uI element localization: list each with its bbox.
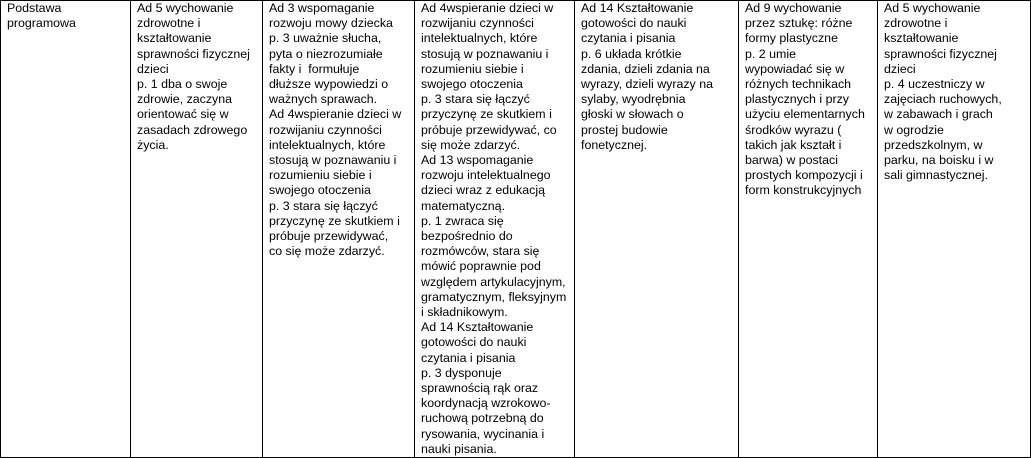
cell-line: intelektualnych, które xyxy=(269,137,386,152)
cell-line: Podstawa xyxy=(7,1,62,15)
cell-line: rysowania, wycinania i xyxy=(421,426,545,441)
cell-line: zdrowotne i xyxy=(884,16,948,31)
cell-line: prostych kompozycji i xyxy=(745,168,863,183)
cell-line: rozwoju mowy dziecka xyxy=(269,16,393,31)
cell-line: parku, na boisku i w xyxy=(884,153,994,168)
cell-line: sprawnością rąk oraz xyxy=(421,381,539,396)
cell-line: rozwoju intelektualnego xyxy=(421,168,551,183)
cell-line: wyrazy, dzieli wyrazy na xyxy=(581,77,713,92)
cell-line: p. 3 dysponuje xyxy=(421,365,502,380)
cell-line: i składnikowym. xyxy=(421,305,508,320)
cell-line: intelektualnych, które xyxy=(421,31,538,46)
cell-line: Ad 5 wychowanie xyxy=(137,1,234,15)
cell-line: rozumieniu siebie i xyxy=(421,61,524,76)
cell-line: przedszkolnym, w xyxy=(884,137,983,152)
cell-line: zdrowotne i xyxy=(137,16,201,31)
cell-line: co się może zdarzyć. xyxy=(269,244,385,259)
cell-line: w ogrodzie xyxy=(884,122,944,137)
cell-line: nauki pisania. xyxy=(421,441,497,456)
cell-line: kształtowanie xyxy=(884,31,959,46)
table-row xyxy=(1,1,1031,458)
cell-line: p. 1 zwraca się xyxy=(421,213,504,228)
cell-line: zdania, dzieli zdania na xyxy=(581,61,710,76)
cell-line: zajęciach ruchowych, xyxy=(884,92,1002,107)
cell-line: rozumieniu siebie i xyxy=(269,168,372,183)
table-cell-col-2 xyxy=(263,1,415,458)
cell-line: wypowiadać się w xyxy=(745,61,845,76)
cell-line: próbuje przewidywać, co xyxy=(421,122,557,137)
cell-line: dzieci xyxy=(137,61,169,76)
cell-line: kształtowanie xyxy=(137,31,212,46)
cell-line: dłuższe wypowiedzi o xyxy=(269,77,389,92)
cell-line: p. 4 uczestniczy w xyxy=(884,77,985,92)
cell-line: ważnych sprawach. xyxy=(269,92,378,107)
cell-line: gramatycznym, fleksyjnym xyxy=(421,289,567,304)
cell-line: bezpośrednio do xyxy=(421,229,513,244)
cell-line: gotowości do nauki xyxy=(421,335,527,350)
cell-line: sali gimnastycznej. xyxy=(884,168,988,183)
cell-line: sprawności fizycznej xyxy=(137,46,250,61)
cell-line: matematyczną. xyxy=(421,198,506,213)
cell-line: mówić poprawnie pod xyxy=(421,259,541,274)
cell-line: swojego otoczenia xyxy=(421,77,523,92)
table-cell-col-6 xyxy=(878,1,1031,458)
cell-line: czytania i pisania xyxy=(581,31,676,46)
cell-line: zasadach zdrowego xyxy=(137,122,248,137)
cell-line: fakty i formułuje xyxy=(269,61,360,76)
cell-line: programowa xyxy=(7,16,76,31)
cell-line: barwa) w postaci xyxy=(745,153,838,168)
cell-line: p. 3 stara się łączyć xyxy=(421,92,530,107)
cell-line: środków wyrazu ( xyxy=(745,122,842,137)
cell-line: gotowości do nauki xyxy=(581,16,687,31)
cell-line: plastycznych i przy xyxy=(745,92,849,107)
table-cell-col-5 xyxy=(739,1,878,458)
table-cell-podstawa xyxy=(1,1,131,458)
cell-line: orientować się w xyxy=(137,107,229,122)
cell-line: swojego otoczenia xyxy=(269,183,371,198)
cell-line: przez sztukę: różne xyxy=(745,16,853,31)
cell-line: p. 3 uważnie słucha, xyxy=(269,31,382,46)
cell-line: w zabawach i grach xyxy=(884,107,993,122)
cell-line: p. 1 dba o swoje xyxy=(137,77,228,92)
cell-line: głoski w słowach o xyxy=(581,107,684,122)
cell-line: pyta o niezrozumiałe xyxy=(269,46,383,61)
cell-line: Ad 3 wspomaganie xyxy=(269,1,375,15)
cell-line: się może zdarzyć. xyxy=(421,137,521,152)
cell-line: próbuje przewidywać, xyxy=(269,229,389,244)
cell-line: użyciu elementarnych xyxy=(745,107,865,122)
cell-line: takich jak kształt i xyxy=(745,137,842,152)
cell-line: formy plastyczne xyxy=(745,31,838,46)
cell-line: p. 6 układa krótkie xyxy=(581,46,682,61)
cell-line: dzieci wraz z edukacją xyxy=(421,183,545,198)
table-cell-col-3 xyxy=(415,1,575,458)
cell-line: względem artykulacyjnym, xyxy=(421,274,566,289)
cell-line: Ad 4wspieranie dzieci w xyxy=(421,1,554,15)
cell-line: życia. xyxy=(137,137,169,152)
cell-line: sprawności fizycznej xyxy=(884,46,997,61)
cell-line: sylaby, wyodrębnia xyxy=(581,92,686,107)
cell-line: p. 2 umie xyxy=(745,46,796,61)
cell-line: p. 3 stara się łączyć xyxy=(269,198,378,213)
cell-line: ruchową potrzebną do xyxy=(421,411,544,426)
cell-line: rozmówców, stara się xyxy=(421,244,540,259)
cell-line: form konstrukcyjnych xyxy=(745,183,862,198)
table-cell-col-4 xyxy=(575,1,739,458)
cell-line: Ad 4wspieranie dzieci w xyxy=(269,107,402,122)
cell-line: Ad 9 wychowanie xyxy=(745,1,842,15)
cell-line: fonetycznej. xyxy=(581,137,648,152)
cell-line: czytania i pisania xyxy=(421,350,516,365)
cell-line: Ad 14 Kształtowanie xyxy=(421,320,534,335)
cell-line: różnych technikach xyxy=(745,77,852,92)
table-cell-col-1 xyxy=(131,1,263,458)
cell-line: stosują w poznawaniu i xyxy=(269,153,397,168)
cell-line: rozwijaniu czynności xyxy=(421,16,534,31)
cell-line: zdrowie, zaczyna xyxy=(137,92,233,107)
cell-line: koordynacją wzrokowo- xyxy=(421,396,551,411)
cell-line: przyczynę ze skutkiem i xyxy=(421,107,552,122)
cell-line: rozwijaniu czynności xyxy=(269,122,382,137)
cell-line: stosują w poznawaniu i xyxy=(421,46,549,61)
cell-line: dzieci xyxy=(884,61,916,76)
cell-line: Ad 14 Kształtowanie xyxy=(581,1,694,15)
cell-line: Ad 5 wychowanie xyxy=(884,1,981,15)
cell-line: Ad 13 wspomaganie xyxy=(421,153,534,168)
cell-line: przyczynę ze skutkiem i xyxy=(269,213,400,228)
cell-line: prostej budowie xyxy=(581,122,668,137)
